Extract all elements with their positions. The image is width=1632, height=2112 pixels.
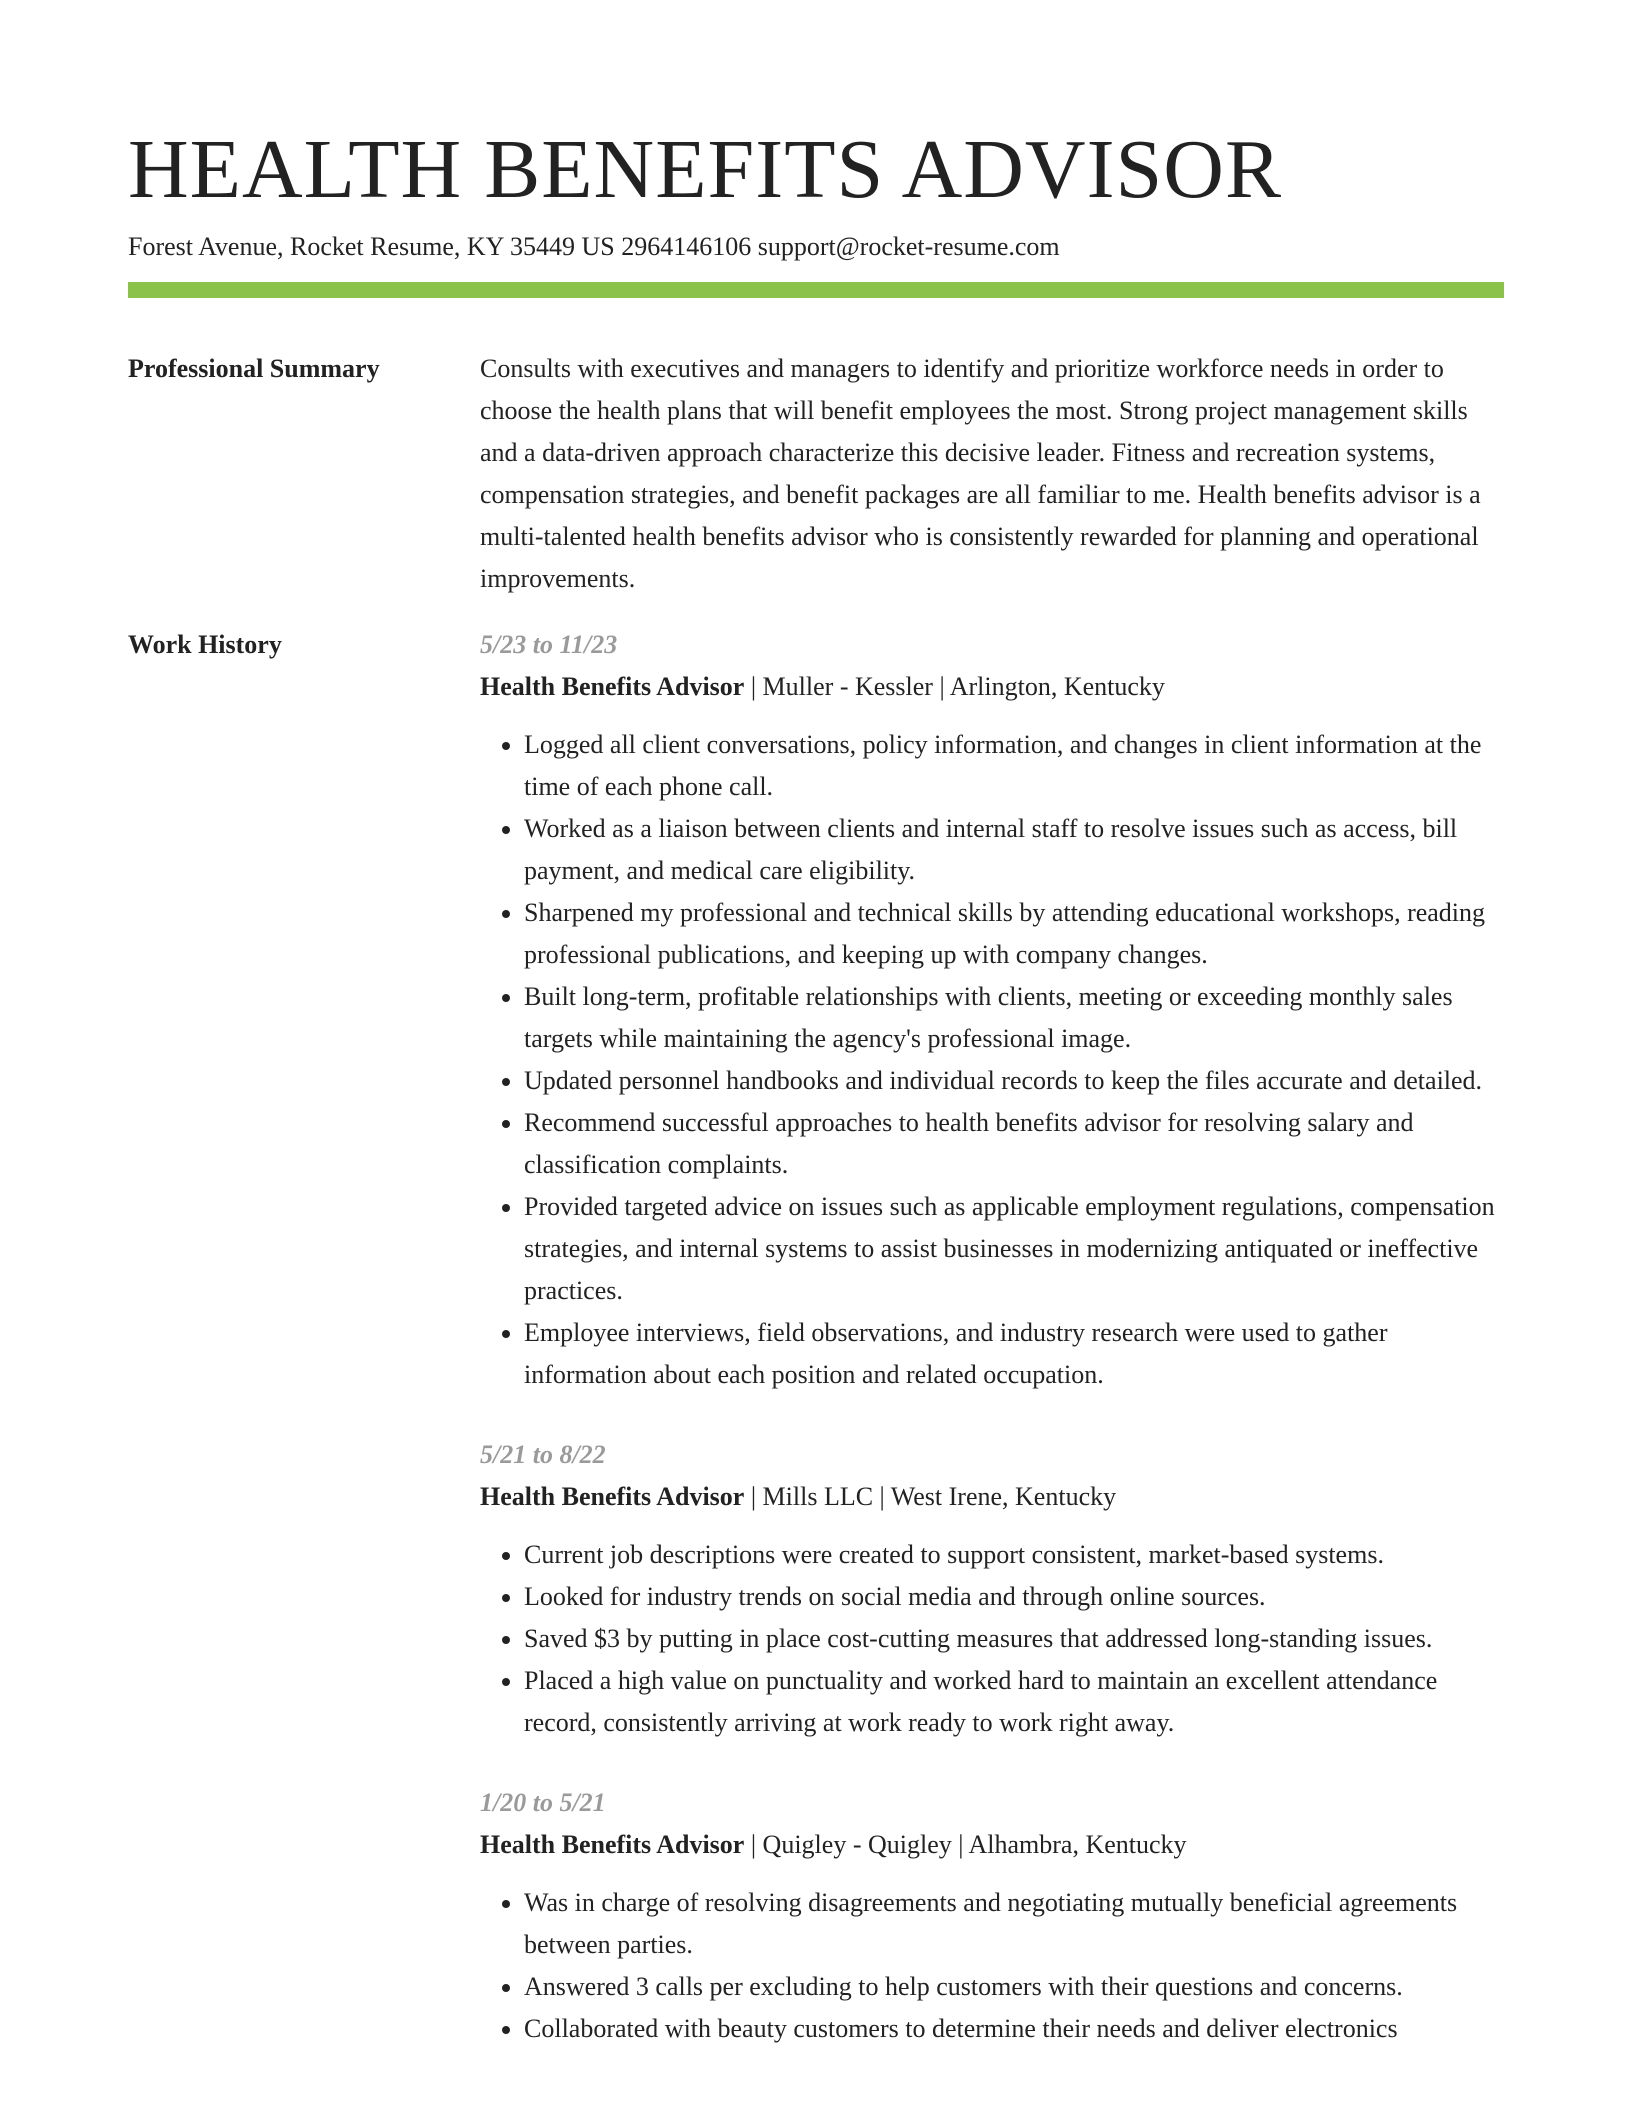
job-bullet: • Worked as a liaison between clients and internal staff to resolve issues such as access, bill payment, and medical care eligibility.: [524, 808, 1504, 892]
job-bullet: • Current job descriptions were created to support consistent, market-based systems.: [524, 1534, 1504, 1576]
job-employer-location: | Quigley - Quigley | Alhambra, Kentucky: [744, 1830, 1187, 1859]
summary-text: Consults with executives and managers to identify and prioritize workforce needs in order to choose the health plans that will benefit employees the most. Strong project management skills and a data-driven approach characterize this decisive leader. Fitness and recreation systems, compensation strategies, and benefit packages are all familiar to me. Health benefits advisor is a multi-talented health benefits advisor who is consistently rewarded for planning and operational improvements.: [480, 354, 1481, 593]
job-title-line: [480, 1476, 1504, 1518]
job-employer-location: | Muller - Kessler | Arlington, Kentucky: [744, 672, 1165, 701]
job-bullet: • Built long-term, profitable relationships with clients, meeting or exceeding monthly sales targets while maintaining the agency's professional image.: [524, 976, 1504, 1060]
job-bullet-list: [480, 1534, 1504, 1744]
job-dates: 5/21 to 8/22: [480, 1440, 606, 1469]
job-bullet-list: [480, 1882, 1504, 2050]
header-divider: [128, 282, 1504, 298]
job-bullet: • Placed a high value on punctuality and worked hard to maintain an excellent attendance record, consistently arriving at work ready to work right away.: [524, 1660, 1504, 1744]
job-bullet: • Sharpened my professional and technical skills by attending educational workshops, reading professional publications, and keeping up with company changes.: [524, 892, 1504, 976]
job-entry: [480, 1434, 1504, 1744]
summary-section: [128, 348, 1504, 600]
job-dates: 1/20 to 5/21: [480, 1788, 606, 1817]
job-dates: 5/23 to 11/23: [480, 630, 618, 659]
contact-line: [128, 230, 1504, 264]
job-bullet: • Collaborated with beauty customers to determine their needs and deliver electronics: [524, 2008, 1504, 2050]
contact-phone: 2964146106: [621, 232, 752, 261]
job-list: [480, 624, 1504, 2088]
job-bullet: • Logged all client conversations, policy information, and changes in client information at the time of each phone call.: [524, 724, 1504, 808]
job-title: Health Benefits Advisor: [480, 1830, 745, 1859]
job-title: Health Benefits Advisor: [480, 1482, 745, 1511]
job-bullet-list: [480, 724, 1504, 1396]
resume-name: HEALTH BENEFITS ADVISOR: [128, 123, 1282, 216]
summary-heading: Professional Summary: [128, 354, 380, 383]
job-bullet: • Recommend successful approaches to health benefits advisor for resolving salary and classification complaints.: [524, 1102, 1504, 1186]
job-bullet: • Answered 3 calls per excluding to help customers with their questions and concerns.: [524, 1966, 1504, 2008]
work-history-section: [128, 624, 1504, 2088]
job-title-line: [480, 666, 1504, 708]
job-employer-location: | Mills LLC | West Irene, Kentucky: [744, 1482, 1117, 1511]
job-entry: [480, 624, 1504, 1396]
job-bullet: • Was in charge of resolving disagreements and negotiating mutually beneficial agreements between parties.: [524, 1882, 1504, 1966]
contact-email: support@rocket-resume.com: [757, 232, 1060, 261]
job-bullet: • Provided targeted advice on issues such as applicable employment regulations, compensation strategies, and internal systems to assist businesses in modernizing antiquated or ineffective practices.: [524, 1186, 1504, 1312]
job-bullet: • Updated personnel handbooks and individual records to keep the files accurate and detailed.: [524, 1060, 1504, 1102]
work-history-heading: Work History: [128, 630, 282, 659]
job-title: Health Benefits Advisor: [480, 672, 745, 701]
job-title-line: [480, 1824, 1504, 1866]
job-entry: [480, 1782, 1504, 2050]
contact-address: Forest Avenue, Rocket Resume, KY 35449 US: [128, 232, 615, 261]
job-bullet: • Saved $3 by putting in place cost-cutting measures that addressed long-standing issues.: [524, 1618, 1504, 1660]
job-bullet: • Looked for industry trends on social media and through online sources.: [524, 1576, 1504, 1618]
job-bullet: • Employee interviews, field observations, and industry research were used to gather information about each position and related occupation.: [524, 1312, 1504, 1396]
resume-page: [128, 0, 1504, 2088]
